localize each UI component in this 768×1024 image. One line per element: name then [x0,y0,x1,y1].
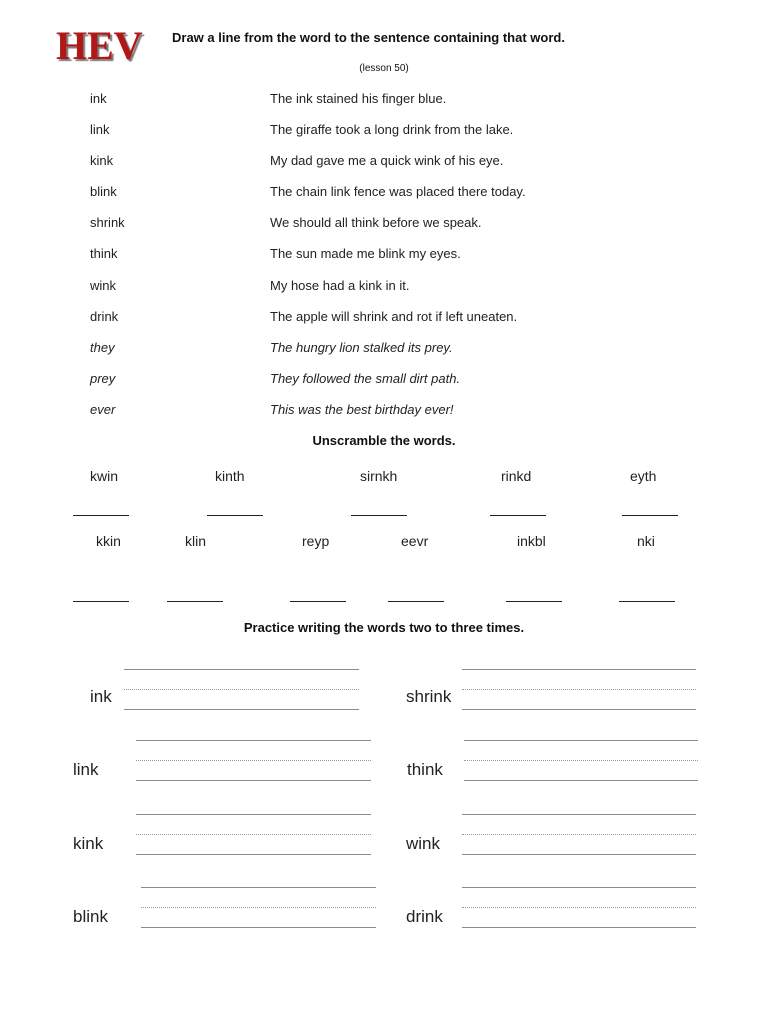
answer-blank[interactable] [351,514,407,516]
scrambled-word: eevr [401,533,429,549]
writing-line-mid [136,834,371,835]
match-sentence: They followed the small dirt path. [270,371,461,386]
answer-blank[interactable] [290,600,346,602]
scrambled-word: rinkd [501,468,532,484]
answer-blank[interactable] [490,514,546,516]
match-sentence: This was the best birthday ever! [270,402,454,417]
writing-line-top[interactable] [141,887,376,888]
writing-line-mid [141,907,376,908]
match-sentence: My hose had a kink in it. [270,278,410,293]
practice-word: blink [73,907,108,926]
practice-word: think [407,760,443,779]
practice-word: ink [90,687,112,706]
practice-word: link [73,760,99,779]
writing-line-mid [136,760,371,761]
practice-word: shrink [406,687,452,706]
scrambled-word: klin [185,533,207,549]
match-word: they [90,340,115,355]
writing-line-top[interactable] [462,669,696,670]
answer-blank[interactable] [207,514,263,516]
writing-line-base[interactable] [462,927,696,928]
match-sentence: The hungry lion stalked its prey. [270,340,453,355]
lesson-label: (lesson 50) [359,63,409,74]
writing-line-top[interactable] [136,814,371,815]
match-sentence: The giraffe took a long drink from the lake. [270,122,514,137]
match-sentence: The ink stained his finger blue. [270,91,447,106]
practice-word: wink [406,834,441,853]
scrambled-word: kkin [96,533,121,549]
scrambled-word: kwin [90,468,119,484]
writing-line-mid [462,834,696,835]
match-sentence: The sun made me blink my eyes. [270,246,461,261]
practice-word: drink [406,907,443,926]
writing-line-top[interactable] [462,887,696,888]
match-word: ever [90,402,116,417]
writing-line-mid [464,760,698,761]
scrambled-word: eyth [630,468,657,484]
answer-blank[interactable] [506,600,562,602]
match-word: link [90,122,110,137]
match-word: drink [90,309,119,324]
scrambled-word: sirnkh [360,468,398,484]
answer-blank[interactable] [619,600,675,602]
writing-line-base[interactable] [462,709,696,710]
scrambled-word: reyp [302,533,330,549]
match-word: ink [90,91,107,106]
match-word: shrink [90,215,125,230]
answer-blank[interactable] [167,600,223,602]
scrambled-word: nki [637,533,655,549]
writing-line-base[interactable] [462,854,696,855]
writing-line-base[interactable] [136,854,371,855]
writing-line-top[interactable] [464,740,698,741]
answer-blank[interactable] [73,600,129,602]
matching-instructions: Draw a line from the word to the sentence containing that word. [172,30,565,45]
hev-logo: HEV [56,23,143,68]
writing-line-mid [462,689,696,690]
writing-line-base[interactable] [136,780,371,781]
answer-blank[interactable] [622,514,678,516]
writing-line-top[interactable] [124,669,359,670]
match-sentence: We should all think before we speak. [270,215,482,230]
practice-word: kink [73,834,104,853]
writing-line-base[interactable] [464,780,698,781]
writing-line-base[interactable] [141,927,376,928]
writing-line-mid [462,907,696,908]
match-sentence: My dad gave me a quick wink of his eye. [270,153,504,168]
match-sentence: The chain link fence was placed there today. [270,184,526,199]
writing-line-top[interactable] [136,740,371,741]
match-word: prey [90,371,116,386]
match-word: wink [90,278,117,293]
practice-heading: Practice writing the words two to three times. [243,620,525,635]
scrambled-word: inkbl [517,533,546,549]
writing-line-mid [124,689,359,690]
unscramble-heading: Unscramble the words. [312,433,456,448]
writing-line-base[interactable] [124,709,359,710]
match-sentence: The apple will shrink and rot if left uneaten. [270,309,518,324]
answer-blank[interactable] [73,514,129,516]
writing-line-top[interactable] [462,814,696,815]
answer-blank[interactable] [388,600,444,602]
match-word: kink [90,153,114,168]
scrambled-word: kinth [215,468,245,484]
match-word: blink [90,184,117,199]
match-word: think [90,246,118,261]
